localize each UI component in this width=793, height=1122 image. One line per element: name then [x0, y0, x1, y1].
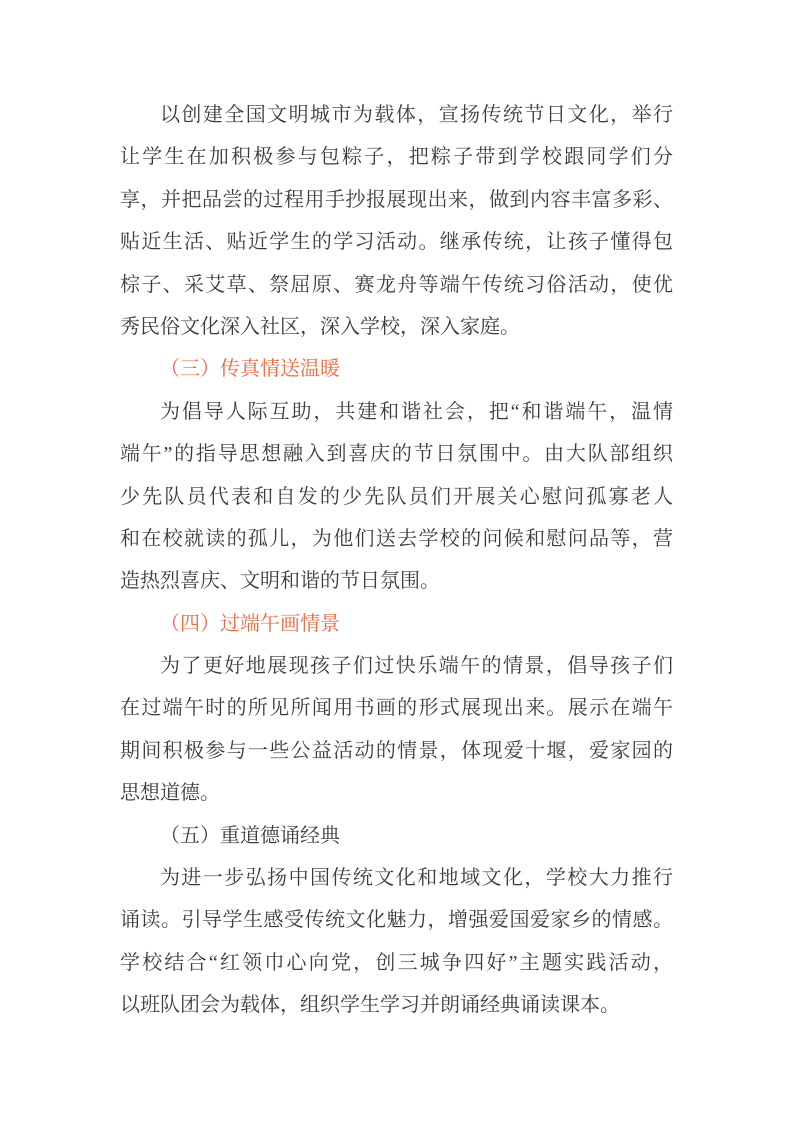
paragraph-line: 少先队员代表和自发的少先队员们开展关心慰问孤寡老人 — [120, 485, 673, 508]
paragraph-line: 和在校就读的孤儿，为他们送去学校的问候和慰问品等，营 — [120, 527, 673, 550]
paragraph-line: 诵读。引导学生感受传统文化魅力，增强爱国爱家乡的情感。 — [120, 909, 673, 932]
paragraph-line: 为进一步弘扬中国传统文化和地域文化，学校大力推行 — [160, 867, 673, 890]
paragraph-line: 端午”的指导思想融入到喜庆的节日氛围中。由大队部组织 — [120, 443, 673, 466]
section-heading-4: （四）过端午画情景 — [160, 612, 340, 635]
paragraph-line: 以班队团会为载体，组织学生学习并朗诵经典诵读课本。 — [120, 994, 620, 1017]
paragraph-line: 思想道德。 — [120, 782, 220, 805]
paragraph-line: 学校结合“红领巾心向党，创三城争四好”主题实践活动， — [120, 951, 673, 974]
paragraph-line: 贴近生活、贴近学生的学习活动。继承传统，让孩子懂得包 — [120, 231, 673, 254]
paragraph-line: 棕子、采艾草、祭屈原、赛龙舟等端午传统习俗活动，使优 — [120, 273, 673, 296]
paragraph-line: 为倡导人际互助，共建和谐社会，把“和谐端午，温情 — [160, 400, 673, 423]
paragraph-line: 以创建全国文明城市为载体，宣扬传统节日文化，举行 — [160, 104, 673, 126]
paragraph-line: 秀民俗文化深入社区，深入学校，深入家庭。 — [120, 315, 520, 338]
paragraph-line: 让学生在加积极参与包粽子，把粽子带到学校跟同学们分 — [120, 146, 673, 169]
paragraph-line: 期间积极参与一些公益活动的情景，体现爱十堰，爱家园的 — [120, 739, 673, 762]
paragraph-line: 造热烈喜庆、文明和谐的节日氛围。 — [120, 570, 440, 593]
section-heading-5: （五）重道德诵经典 — [160, 824, 340, 847]
paragraph-line: 享，并把品尝的过程用手抄报展现出来，做到内容丰富多彩、 — [120, 188, 673, 211]
section-heading-3: （三）传真情送温暖 — [160, 358, 340, 381]
document-text-block — [120, 94, 673, 1027]
paragraph-line: 在过端午时的所见所闻用书画的形式展现出来。展示在端午 — [120, 697, 673, 720]
paragraph-line: 为了更好地展现孩子们过快乐端午的情景，倡导孩子们 — [160, 655, 673, 678]
